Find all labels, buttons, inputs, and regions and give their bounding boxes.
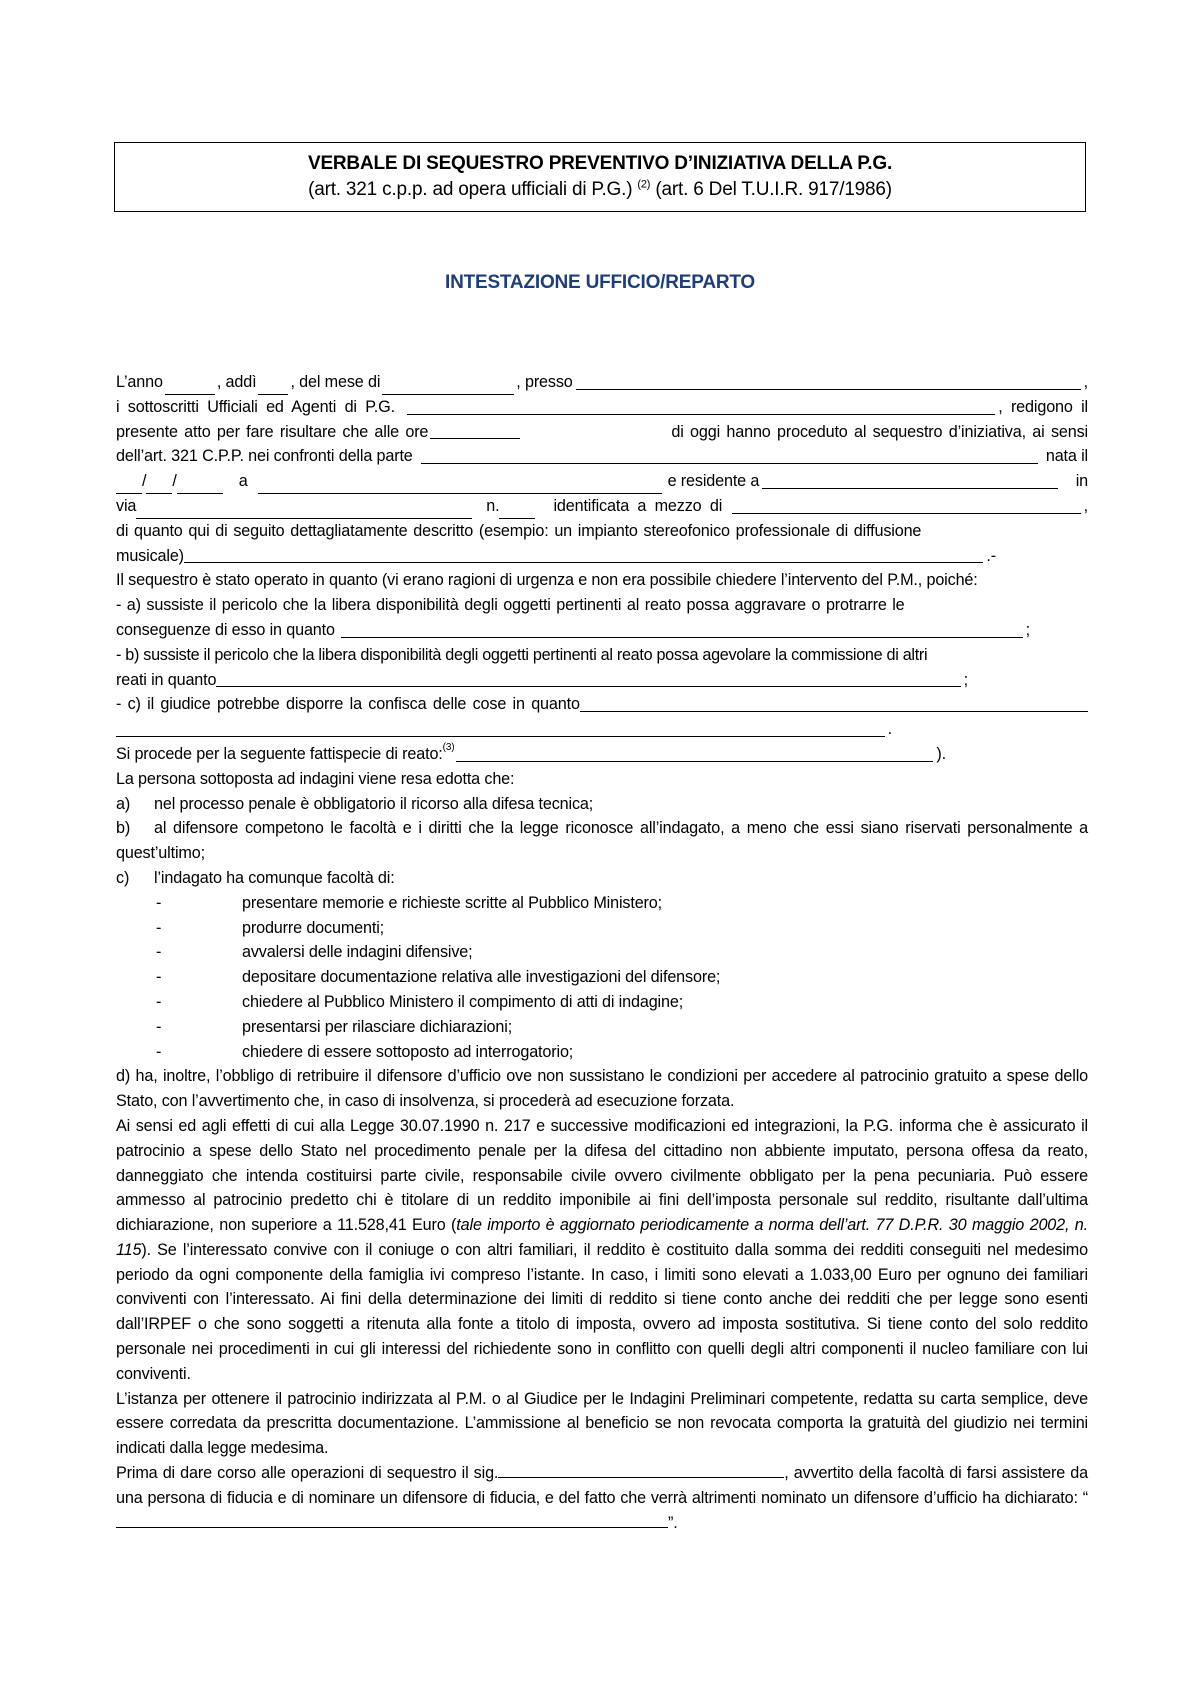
document-title: VERBALE DI SEQUESTRO PREVENTIVO D’INIZIATIVA DELLA P.G. (307, 153, 893, 174)
label-addi: , addì (216, 373, 257, 391)
faculty-item (116, 965, 1088, 990)
field-numero[interactable] (499, 503, 535, 519)
label-reato: Si procede per la seguente fattispecie di reato: (116, 744, 443, 763)
field-mese-nascita[interactable] (146, 478, 172, 494)
label-via: via (116, 496, 137, 515)
field-presso[interactable] (576, 372, 1081, 390)
paragraph-prima (116, 1461, 1088, 1535)
paragraph-patrocinio (116, 1114, 1088, 1387)
field-residenza[interactable] (762, 471, 1057, 489)
office-heading: INTESTAZIONE UFFICIO/REPARTO (444, 272, 755, 293)
field-anno-nascita[interactable] (177, 478, 223, 494)
field-giorno[interactable] (258, 379, 288, 395)
comma: , (1083, 373, 1088, 391)
patrocinio-italic: tale importo è aggiornato periodicamente a norma dell’art. 77 D.P.R. 30 maggio 2002, n. 115 (116, 1216, 1088, 1259)
field-descrizione[interactable] (184, 545, 983, 563)
faculty-item (116, 990, 1088, 1015)
field-giorno-nascita[interactable] (116, 478, 142, 494)
slash: / (142, 472, 147, 491)
line-pericolo-b: - b) sussiste il pericolo che la libera disponibilità degli oggetti pertinenti al reato possa agevolare la commissione di altri (116, 645, 928, 664)
label-residente: e residente a (667, 472, 760, 491)
field-motivo-a[interactable] (341, 620, 1023, 638)
line-nascita (116, 469, 1088, 494)
line-sottoscritti (116, 395, 1088, 420)
subtitle-tuir: (art. 6 Del T.U.I.R. 917/1986) (655, 179, 892, 200)
field-reato[interactable] (456, 744, 933, 762)
dash: - (156, 968, 162, 987)
line-via (116, 494, 1088, 519)
faculty-text: presentarsi per rilasciare dichiarazioni; (242, 1017, 513, 1036)
faculty-text: produrre documenti; (242, 918, 385, 937)
label-sottoscritti: i sottoscritti Ufficiali ed Agenti di P.G. (116, 397, 395, 416)
paragraph-istanza: L’istanza per ottenere il patrocinio indirizzata al P.M. o al Giudice per le Indagini Preliminari competente, redatta su carta semplice, deve essere corredata da prescritta documentazione. L’ammissione al beneficio se non revocata comporta la gratuità del giudizio nei termini indicati dalla legge medesima. (116, 1389, 1088, 1458)
field-ufficiali[interactable] (407, 397, 995, 415)
subtitle-note: (2) (637, 178, 651, 191)
paragraph-obbligo: d) ha, inoltre, l’obbligo di retribuire il difensore d’ufficio ove non sussistano le condizioni per accedere al patrocinio gratuito a spese dello Stato, con l’avvertimento che, in caso di insolvenza, si procederà ad esecuzione forzata. (116, 1067, 1088, 1111)
line-musicale (116, 544, 996, 569)
prima-text-b: , avvertito della facoltà di farsi assistere da una persona di fiducia e di nominare un difensore di fiducia, e del fatto che verrà altrimenti nominato un difensore d’ufficio ha dichiarato: “ (116, 1464, 1088, 1507)
semicolon: ; (1025, 620, 1030, 639)
label-ore: presente atto per fare risultare che alle ore (116, 422, 429, 441)
field-documento[interactable] (732, 496, 1080, 514)
right-label: c) (116, 868, 130, 887)
field-anno[interactable] (165, 379, 215, 395)
faculty-text: presentare memorie e richieste scritte al Pubblico Ministero; (242, 893, 662, 912)
label-proceduto: di oggi hanno proceduto al sequestro d’iniziativa, ai sensi (671, 422, 1088, 441)
semicolon: ; (963, 670, 968, 689)
faculty-text: chiedere di essere sottoposto ad interrogatorio; (242, 1042, 574, 1061)
line-confisca-cont (116, 717, 892, 742)
document-header-box (114, 142, 1086, 212)
line-reato: Si procede per la seguente fattispecie di reato: (3) ). (116, 742, 946, 767)
right-item-b (116, 816, 1088, 866)
label-nata: nata il (1045, 447, 1088, 466)
right-label: b) (116, 819, 131, 838)
paragraph-sequestro: Il sequestro è stato operato in quanto (vi erano ragioni di urgenza e non era possibile chiedere l’intervento del P.M., poiché: (116, 571, 978, 590)
line-parte (116, 444, 1088, 469)
slash: / (172, 472, 177, 491)
line-descrizione: di quanto qui di seguito dettagliatamente descritto (esempio: un impianto stereofonico professionale di diffusione (116, 521, 922, 540)
field-motivo-c-cont[interactable] (116, 719, 885, 737)
dash: - (156, 1042, 162, 1061)
right-text: al difensore competono le facoltà e i diritti che la legge riconosce all’indagato, a meno che essi siano riservati personalmente a quest’ultimo; (116, 819, 1088, 863)
end-mark: .- (986, 546, 996, 565)
dash: - (156, 893, 162, 912)
label-identificata: identificata a mezzo di (553, 496, 723, 515)
label-numero: n. (486, 496, 500, 515)
prima-text-c: ”. (668, 1513, 678, 1532)
field-dichiarazione[interactable] (116, 1512, 668, 1528)
right-item-c (116, 866, 1088, 891)
label-confisca: - c) il giudice potrebbe disporre la confisca delle cose in quanto (116, 695, 580, 714)
faculty-item (116, 1015, 1088, 1040)
label-anno: L’anno (116, 373, 163, 391)
comma: , (1083, 496, 1088, 515)
field-parte[interactable] (421, 446, 1038, 464)
right-item-a (116, 792, 1088, 817)
prima-text-a: Prima di dare corso alle operazioni di sequestro il sig. (116, 1464, 499, 1483)
field-via[interactable] (136, 503, 472, 519)
dash: - (156, 918, 162, 937)
label-in: in (1075, 472, 1088, 491)
right-text: nel processo penale è obbligatorio il ricorso alla difesa tecnica; (154, 794, 594, 813)
period: . (887, 720, 892, 739)
faculty-item (116, 891, 1088, 916)
line-reati (116, 668, 968, 693)
field-mese[interactable] (382, 379, 514, 395)
faculty-text: depositare documentazione relativa alle investigazioni del difensore; (242, 968, 721, 987)
label-redigono: , redigono il (998, 397, 1088, 416)
field-motivo-b[interactable] (216, 669, 960, 687)
line-confisca (116, 692, 1088, 717)
right-label: a) (116, 794, 131, 813)
field-nome-sig[interactable] (498, 1462, 784, 1478)
dash: - (156, 992, 162, 1011)
document-subtitle (115, 179, 1085, 201)
line-conseguenze (116, 618, 1030, 643)
faculty-item (116, 1040, 1088, 1065)
line-edotta: La persona sottoposta ad indagini viene resa edotta che: (116, 769, 515, 788)
right-text: l’indagato ha comunque facoltà di: (154, 868, 395, 887)
label-musicale: musicale) (116, 546, 184, 565)
label-conseguenze: conseguenze di esso in quanto (116, 620, 335, 639)
field-luogo-nascita[interactable] (258, 478, 662, 494)
label-parte: dell’art. 321 C.P.P. nei confronti della parte (116, 447, 413, 466)
field-motivo-c[interactable] (580, 694, 1088, 712)
dash: - (156, 1017, 162, 1036)
label-a: a (238, 472, 248, 491)
faculty-item (116, 940, 1088, 965)
line-anno (116, 370, 1088, 395)
label-reati: reati in quanto (116, 670, 217, 689)
faculty-text: avvalersi delle indagini difensive; (242, 943, 473, 962)
line-pericolo-a: - a) sussiste il pericolo che la libera disponibilità degli oggetti pertinenti al reato possa aggravare o protrarre le (116, 596, 905, 615)
patrocinio-text-a: Ai sensi ed agli effetti di cui alla Legge 30.07.1990 n. 217 e successive modificazioni ed integrazioni, la P.G. informa che è assicurato il patrocinio a spese dello Stato nel procedimento penale per la difesa del cittadino non abbiente imputato, persona offesa da reato, danneggiato che intenda costituirsi parte civile, responsabile civile ovvero civilmente obbligato per la pena pecuniaria. Può essere ammesso al patrocinio predetto chi è titolare di un reddito imponibile ai fini dell’imposta personale sul reddito, risultante dall’ultima dichiarazione, non superiore a 11.528,41 Euro ( (116, 1116, 1088, 1235)
line-ore (116, 420, 1088, 445)
document-body (116, 370, 1088, 1535)
field-ore[interactable] (430, 423, 520, 439)
label-presso: , presso (516, 373, 573, 391)
subtitle-article: (art. 321 c.p.p. ad opera ufficiali di P.G.) (308, 179, 633, 200)
end-mark: ). (936, 744, 946, 763)
label-mese: , del mese di (290, 373, 381, 391)
faculty-item (116, 916, 1088, 941)
patrocinio-text-b: ). Se l’interessato convive con il coniuge o con altri familiari, il reddito è costituito dalla somma dei redditi conseguiti nel medesimo periodo da ogni componente della famiglia ivi compreso l’istante. In caso, i limiti sono elevati a 1.033,00 Euro per ognuno dei familiari conviventi con l’interessato. Ai fini della determinazione dei limiti di reddito si tiene conto anche dei redditi che per legge sono esenti dall’IRPEF o che sono soggetti a ritenuta alla fonte a titolo di imposta, ovvero ad imposta sostitutiva. Si tiene conto del solo reddito personale nei procedimenti in cui gli interessi del richiedente sono in conflitto con quelli degli altri componenti il nucleo familiare con lui conviventi. (116, 1240, 1088, 1383)
faculty-text: chiedere al Pubblico Ministero il compimento di atti di indagine; (242, 992, 684, 1011)
dash: - (156, 943, 162, 962)
